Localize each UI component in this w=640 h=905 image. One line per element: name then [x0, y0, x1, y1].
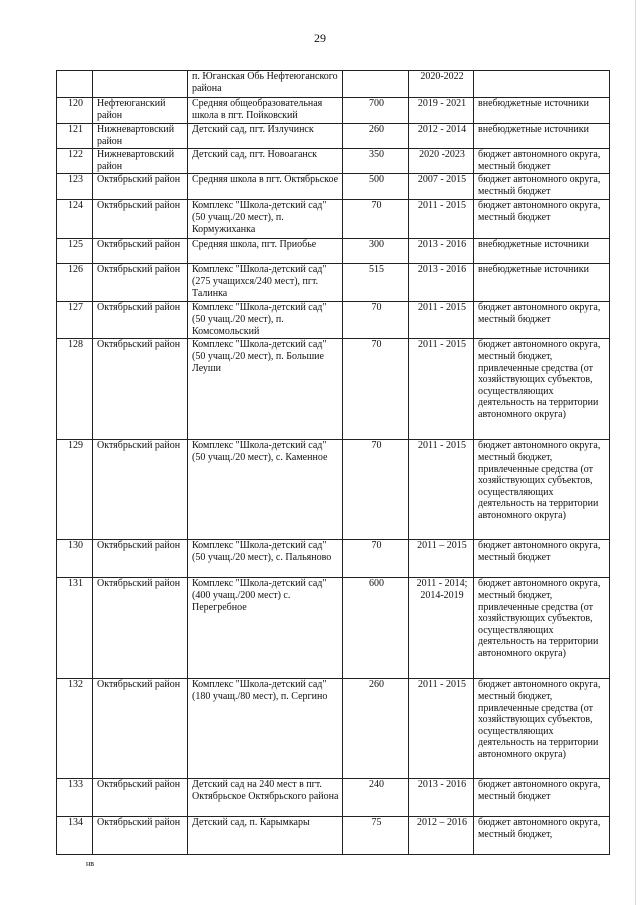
table-row: [57, 264, 610, 302]
district-cell: Октябрьский район: [93, 264, 188, 302]
funding-source-cell: бюджет автономного округа, местный бюджет: [474, 149, 610, 174]
table-row: [57, 440, 610, 540]
funding-source-cell: внебюджетные источники: [474, 124, 610, 149]
scan-edge-line: [635, 0, 636, 905]
district-cell: Октябрьский район: [93, 239, 188, 264]
row-number-cell: 128: [57, 339, 93, 440]
facility-cell: Средняя общеобразовательная школа в пгт. Пойковский: [188, 98, 343, 124]
facility-cell: Детский сад на 240 мест в пгт. Октябрьское Октябрьского района: [188, 779, 343, 817]
facility-cell: Комплекс "Школа-детский сад" (180 учащ./80 мест), п. Сергино: [188, 679, 343, 779]
capacity-cell: 70: [343, 440, 409, 540]
table-row: [57, 174, 610, 200]
row-number-cell: 132: [57, 679, 93, 779]
district-cell: Октябрьский район: [93, 339, 188, 440]
years-cell: 2012 – 2016: [409, 817, 474, 855]
funding-source-cell: внебюджетные источники: [474, 264, 610, 302]
facility-cell: Комплекс "Школа-детский сад" (275 учащихся/240 мест), пгт. Талинка: [188, 264, 343, 302]
funding-source-cell: бюджет автономного округа, местный бюджет: [474, 302, 610, 339]
facility-cell: Комплекс "Школа-детский сад" (50 учащ./20 мест), п. Кормужиханка: [188, 200, 343, 239]
district-cell: Нижневартовский район: [93, 149, 188, 174]
funding-source-cell: бюджет автономного округа, местный бюджет, привлеченные средства (от хозяйствующих субъектов, осуществляющих деятельность на территории автономного округа): [474, 679, 610, 779]
district-cell: Октябрьский район: [93, 679, 188, 779]
capacity-cell: 70: [343, 339, 409, 440]
funding-source-cell: бюджет автономного округа, местный бюджет: [474, 540, 610, 578]
district-cell: Октябрьский район: [93, 440, 188, 540]
row-number-cell: 131: [57, 578, 93, 679]
funding-source-cell: бюджет автономного округа, местный бюджет: [474, 174, 610, 200]
facility-cell: Комплекс "Школа-детский сад" (50 учащ./20 мест), п. Большие Леуши: [188, 339, 343, 440]
years-cell: 2011 - 2015: [409, 679, 474, 779]
row-number-cell: 121: [57, 124, 93, 149]
years-cell: 2013 - 2016: [409, 239, 474, 264]
district-cell: Октябрьский район: [93, 578, 188, 679]
years-cell: 2020 -2023: [409, 149, 474, 174]
years-cell: 2012 - 2014: [409, 124, 474, 149]
district-cell: Октябрьский район: [93, 174, 188, 200]
capacity-cell: 500: [343, 174, 409, 200]
capacity-cell: 70: [343, 302, 409, 339]
years-cell: 2011 - 2015: [409, 200, 474, 239]
funding-source-cell: бюджет автономного округа, местный бюджет,: [474, 817, 610, 855]
table-row: [57, 124, 610, 149]
facility-cell: Комплекс "Школа-детский сад" (50 учащ./20 мест), с. Каменное: [188, 440, 343, 540]
funding-source-cell: бюджет автономного округа, местный бюджет: [474, 200, 610, 239]
capacity-cell: 600: [343, 578, 409, 679]
district-cell: Октябрьский район: [93, 817, 188, 855]
funding-source-cell: бюджет автономного округа, местный бюджет: [474, 779, 610, 817]
construction-registry-table: [56, 70, 610, 855]
table-row: [57, 71, 610, 98]
years-cell: 2011 – 2015: [409, 540, 474, 578]
row-number-cell: 120: [57, 98, 93, 124]
capacity-cell: 70: [343, 200, 409, 239]
facility-cell: Средняя школа, пгт. Приобье: [188, 239, 343, 264]
footer-mark: нв: [86, 859, 95, 868]
table-body: [57, 71, 610, 855]
facility-cell: Детский сад, пгт. Излучинск: [188, 124, 343, 149]
capacity-cell: 700: [343, 98, 409, 124]
capacity-cell: 70: [343, 540, 409, 578]
district-cell: Октябрьский район: [93, 200, 188, 239]
capacity-cell: 240: [343, 779, 409, 817]
funding-source-cell: внебюджетные источники: [474, 239, 610, 264]
facility-cell: Детский сад, пгт. Новоаганск: [188, 149, 343, 174]
row-number-cell: 122: [57, 149, 93, 174]
district-cell: Октябрьский район: [93, 779, 188, 817]
years-cell: 2013 - 2016: [409, 779, 474, 817]
facility-cell: Детский сад, п. Карымкары: [188, 817, 343, 855]
capacity-cell: 260: [343, 679, 409, 779]
capacity-cell: [343, 71, 409, 98]
district-cell: Нефтеюганский район: [93, 98, 188, 124]
years-cell: 2019 - 2021: [409, 98, 474, 124]
years-cell: 2020-2022: [409, 71, 474, 98]
capacity-cell: 515: [343, 264, 409, 302]
row-number-cell: 125: [57, 239, 93, 264]
funding-source-cell: [474, 71, 610, 98]
years-cell: 2013 - 2016: [409, 264, 474, 302]
table-row: [57, 149, 610, 174]
table-row: [57, 779, 610, 817]
years-cell: 2011 - 2015: [409, 302, 474, 339]
capacity-cell: 350: [343, 149, 409, 174]
funding-source-cell: бюджет автономного округа, местный бюджет, привлеченные средства (от хозяйствующих субъектов, осуществляющих деятельность на территории автономного округа): [474, 339, 610, 440]
capacity-cell: 300: [343, 239, 409, 264]
row-number-cell: 133: [57, 779, 93, 817]
row-number-cell: 127: [57, 302, 93, 339]
years-cell: 2011 - 2015: [409, 339, 474, 440]
funding-source-cell: бюджет автономного округа, местный бюджет, привлеченные средства (от хозяйствующих субъектов, осуществляющих деятельность на территории автономного округа): [474, 578, 610, 679]
district-cell: Октябрьский район: [93, 302, 188, 339]
funding-source-cell: бюджет автономного округа, местный бюджет, привлеченные средства (от хозяйствующих субъектов, осуществляющих деятельность на территории автономного округа): [474, 440, 610, 540]
row-number-cell: 124: [57, 200, 93, 239]
row-number-cell: 130: [57, 540, 93, 578]
facility-cell: Комплекс "Школа-детский сад" (400 учащ./200 мест) с. Перегребное: [188, 578, 343, 679]
table-row: [57, 98, 610, 124]
row-number-cell: 134: [57, 817, 93, 855]
facility-cell: п. Юганская Обь Нефтеюганского района: [188, 71, 343, 98]
table-row: [57, 817, 610, 855]
row-number-cell: 126: [57, 264, 93, 302]
capacity-cell: 75: [343, 817, 409, 855]
district-cell: Нижневартовский район: [93, 124, 188, 149]
years-cell: 2011 - 2015: [409, 440, 474, 540]
facility-cell: Комплекс "Школа-детский сад" (50 учащ./20 мест), п. Комсомольский: [188, 302, 343, 339]
row-number-cell: [57, 71, 93, 98]
table-row: [57, 302, 610, 339]
table-row: [57, 679, 610, 779]
funding-source-cell: внебюджетные источники: [474, 98, 610, 124]
capacity-cell: 260: [343, 124, 409, 149]
row-number-cell: 123: [57, 174, 93, 200]
district-cell: Октябрьский район: [93, 540, 188, 578]
facility-cell: Комплекс "Школа-детский сад" (50 учащ./20 мест), с. Пальяново: [188, 540, 343, 578]
table-row: [57, 239, 610, 264]
table-row: [57, 578, 610, 679]
row-number-cell: 129: [57, 440, 93, 540]
years-cell: 2007 - 2015: [409, 174, 474, 200]
district-cell: [93, 71, 188, 98]
years-cell: 2011 - 2014; 2014-2019: [409, 578, 474, 679]
table-row: [57, 540, 610, 578]
facility-cell: Средняя школа в пгт. Октябрьское: [188, 174, 343, 200]
table-row: [57, 339, 610, 440]
table-row: [57, 200, 610, 239]
page-number: 29: [314, 31, 326, 45]
